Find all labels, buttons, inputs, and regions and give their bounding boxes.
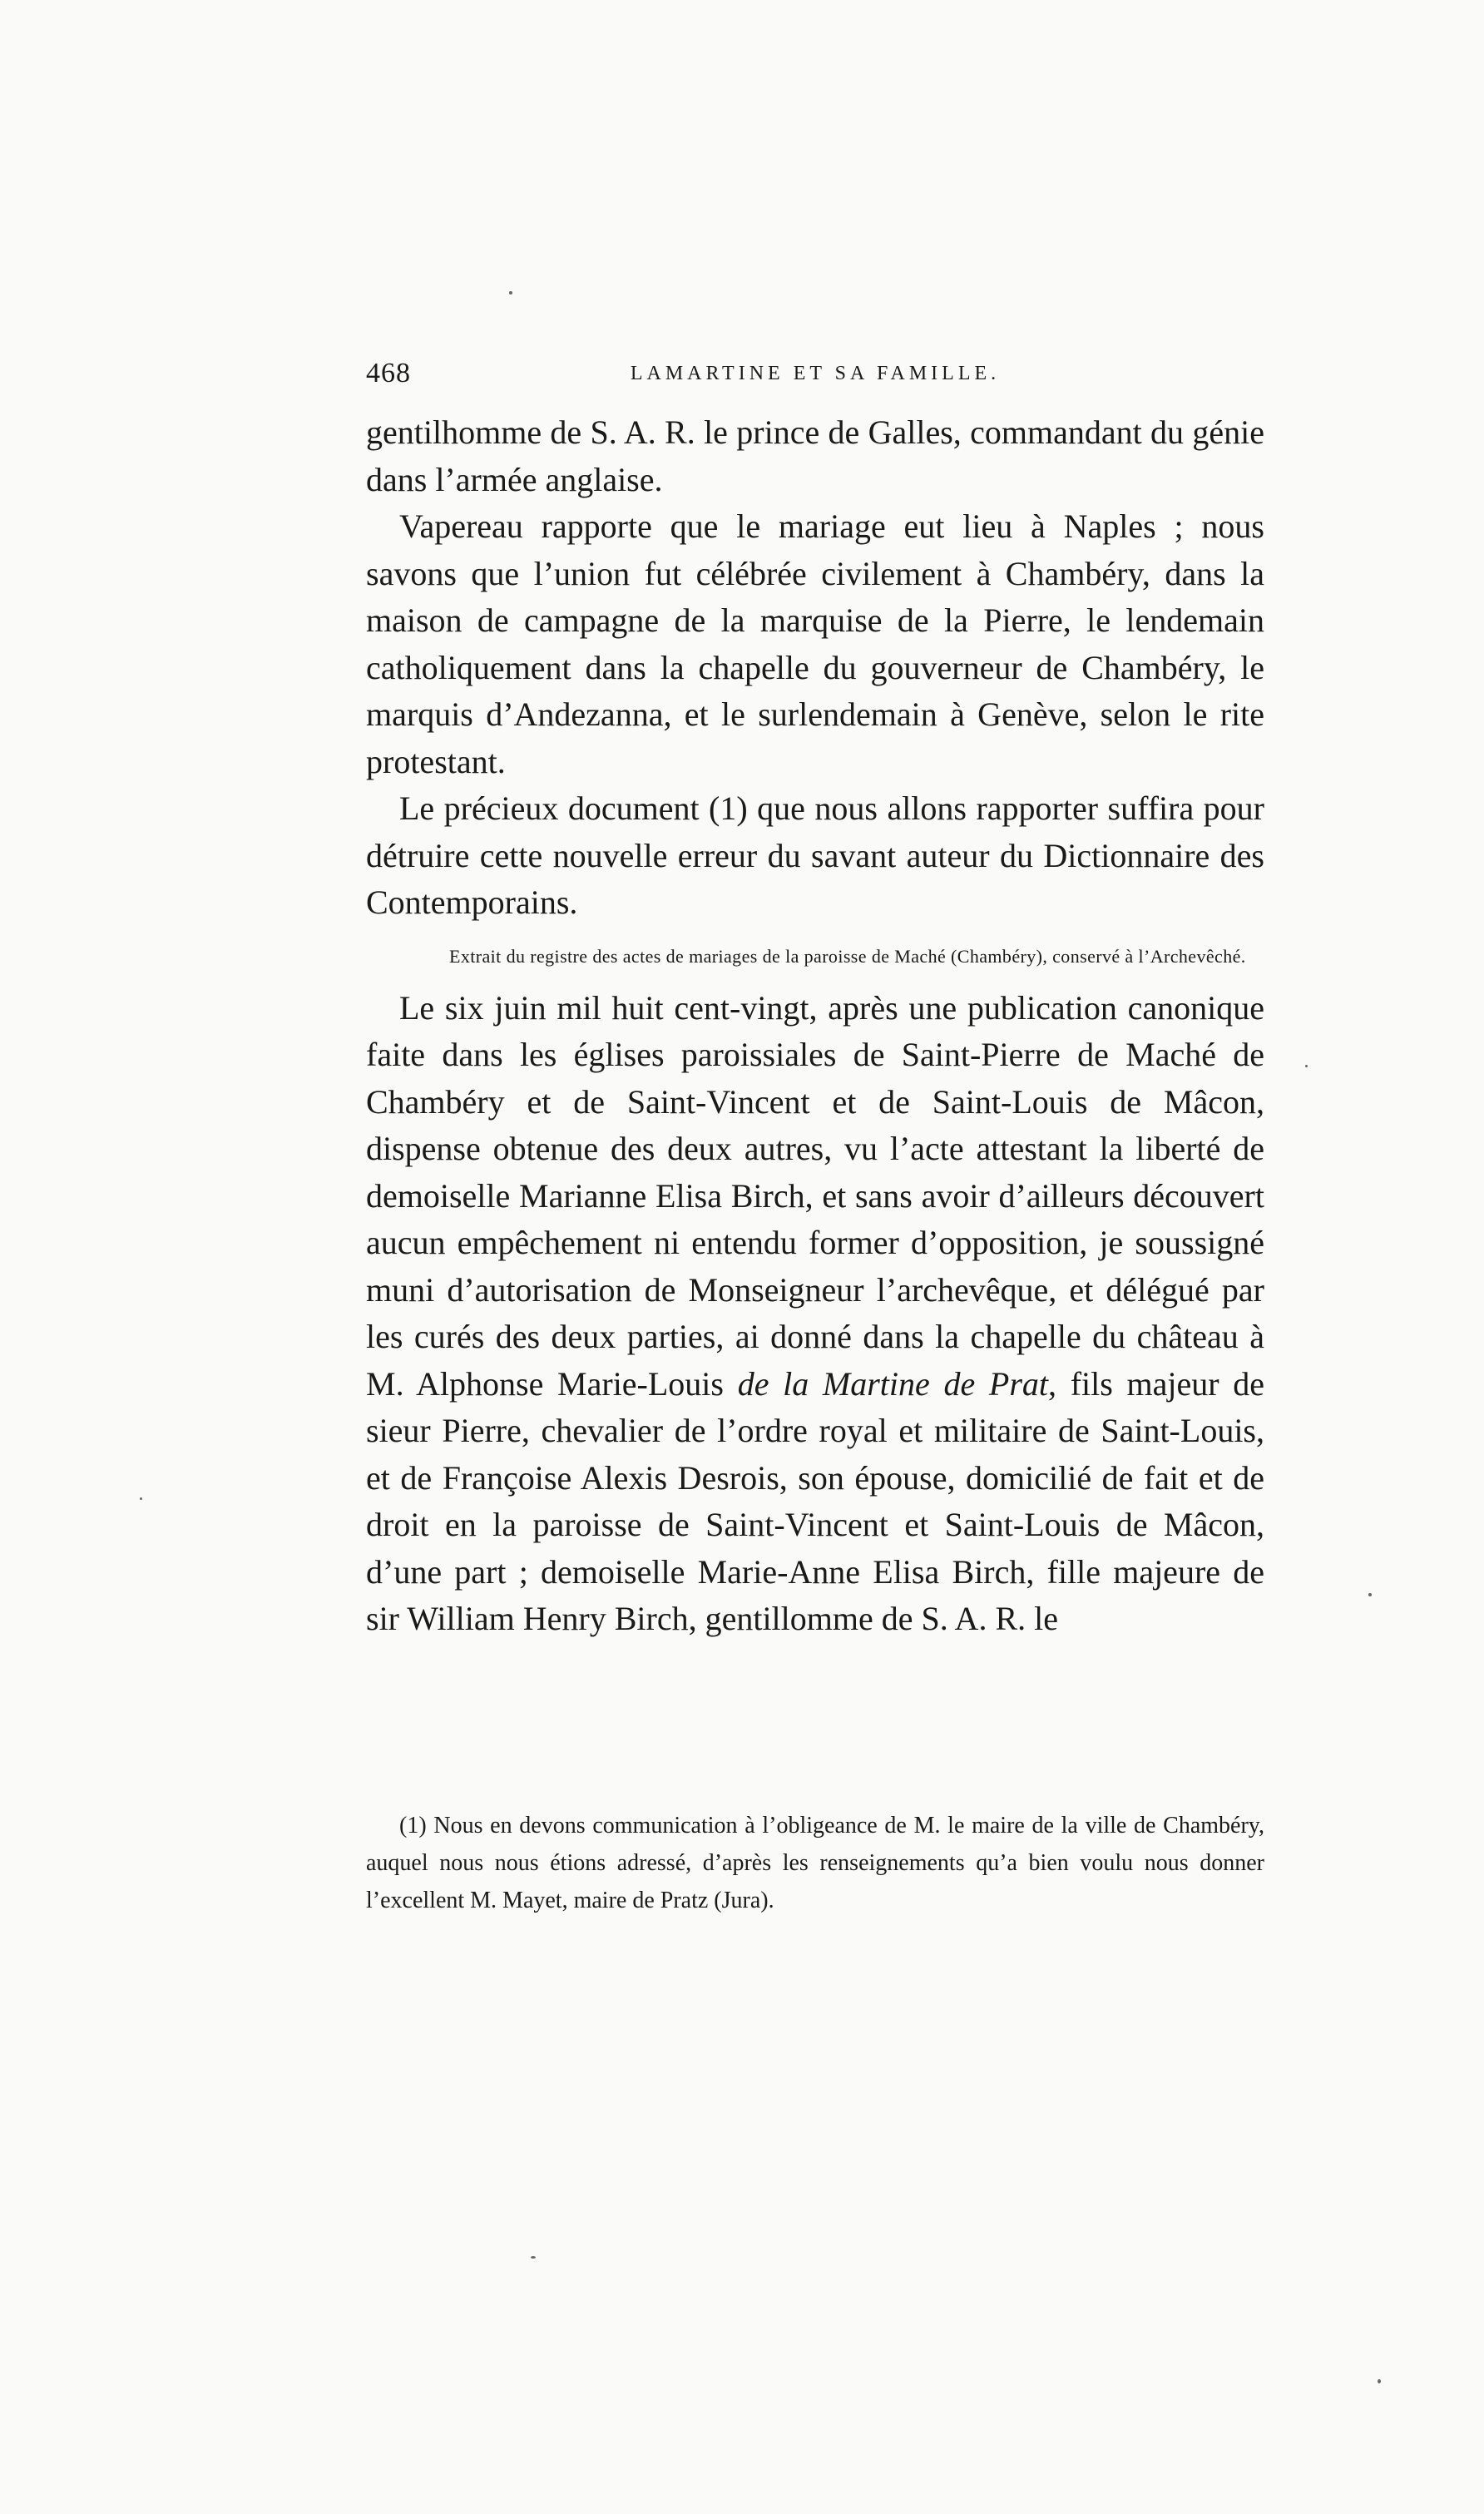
marriage-act-name: de la Martine de Prat [737, 1364, 1049, 1403]
page-number: 468 [366, 358, 411, 388]
paragraph-vapereau: Vapereau rapporte que le mariage eut lieu à Naples ; nous savons que l’union fut célébrée civilement à Chambéry, dans la maison de campagne de la marquise de la Pierre, le lendemain catholiquement dans la chapelle du gouverneur de Chambéry, le marquis d’Andezanna, et le surlendemain à Genève, selon le rite protestant. [366, 507, 1264, 780]
paragraph-document: Le précieux document (1) que nous allons rapporter suffira pour détruire cette nouvelle erreur du savant auteur du Dictionnaire des Contemporains. [366, 789, 1264, 921]
body-text [366, 409, 1264, 1643]
marriage-act-text-2: , fils majeur de sieur Pierre, chevalier de l’ordre royal et militaire de Saint-Louis, et de Françoise Alexis Desrois, son épouse, domicilié de fait et de droit en la paroisse de Saint-Vincent et Saint-Louis de Mâcon, d’une part ; demoiselle Marie-Anne Elisa Birch, fille majeure de sir William Henry Birch, gentillomme de S. A. R. le [366, 1364, 1265, 1637]
footnotes [366, 1807, 1264, 1919]
paper-speck [1378, 2379, 1381, 2383]
paragraph-continuation: gentilhomme de S. A. R. le prince de Galles, commandant du génie dans l’armée anglaise. [366, 413, 1264, 498]
page-header [366, 358, 1264, 399]
marriage-act-text-1: Le six juin mil huit cent-vingt, après une publication canonique faite dans les églises paroissiales de Saint-Pierre de Maché de Chambéry et de Saint-Vincent et de Saint-Louis de Mâcon, dispense obtenue des deux autres, vu l’acte attestant la liberté de demoiselle Marianne Elisa Birch, et sans avoir d’ailleurs découvert aucun empêchement ni entendu former d’opposition, je soussigné muni d’autorisation de Monseigneur l’archevêque, et délégué par les curés des deux parties, ai donné dans la chapelle du château à M. Alphonse Marie-Louis [366, 988, 1264, 1403]
marriage-act-paragraph [366, 985, 1264, 1643]
footnote-1: (1) Nous en devons communication à l’obligeance de M. le maire de la ville de Chambéry, auquel nous nous étions adressé, d’après les renseignements qu’a bien voulu nous donner l’excellent M. Mayet, maire de Pratz (Jura). [366, 1813, 1264, 1913]
paper-speck [509, 291, 512, 294]
paper-speck [531, 2256, 536, 2259]
extract-heading-text: Extrait du registre des actes de mariages de la paroisse de Maché (Chambéry), conservé à l’Archevêché. [449, 945, 1246, 967]
running-head: LAMARTINE ET SA FAMILLE. [630, 363, 1001, 384]
paper-speck [140, 1497, 142, 1500]
extract-heading [366, 942, 1264, 972]
paper-speck [1368, 1593, 1372, 1596]
paper-speck [1305, 1065, 1308, 1067]
